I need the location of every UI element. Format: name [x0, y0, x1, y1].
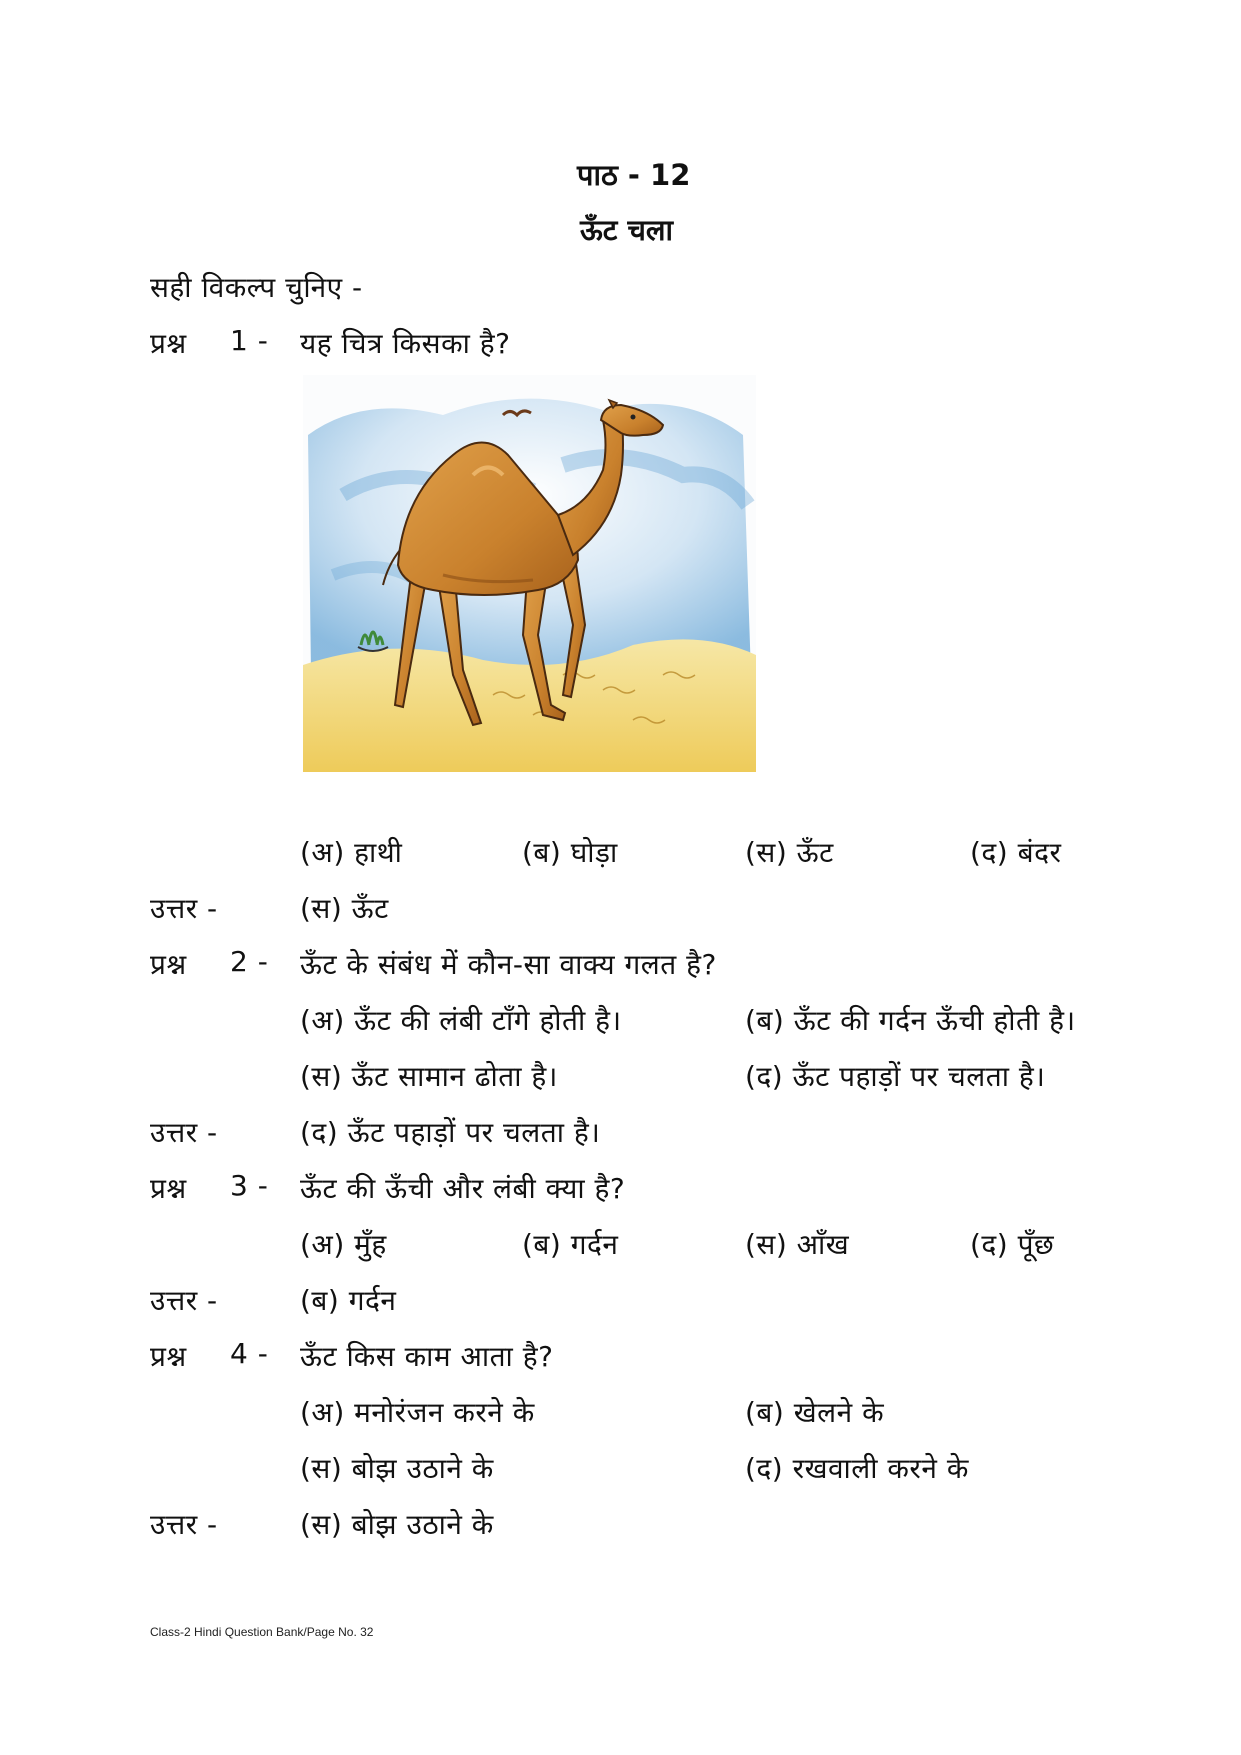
answer-2: (द) ऊँट पहाड़ों पर चलता है।	[300, 1116, 601, 1149]
camel-illustration	[303, 375, 756, 772]
question-4-label: प्रश्न	[150, 1340, 187, 1373]
q1-option-b: (ब) घोड़ा	[522, 836, 618, 869]
question-4-number: 4 -	[230, 1337, 269, 1370]
answer-4: (स) बोझ उठाने के	[300, 1508, 494, 1541]
instruction: सही विकल्प चुनिए -	[150, 271, 363, 304]
q4-option-a: (अ) मनोरंजन करने के	[300, 1396, 535, 1429]
lesson-title: ऊँट चला	[580, 213, 674, 247]
question-3-text: ऊँट की ऊँची और लंबी क्या है?	[300, 1172, 626, 1205]
q3-option-c: (स) आँख	[745, 1228, 850, 1261]
question-3-label: प्रश्न	[150, 1172, 187, 1205]
q4-option-b: (ब) खेलने के	[745, 1396, 885, 1429]
answer-3: (ब) गर्दन	[300, 1284, 397, 1317]
question-3-number: 3 -	[230, 1169, 269, 1202]
question-2-number: 2 -	[230, 945, 269, 978]
q4-option-c: (स) बोझ उठाने के	[300, 1452, 494, 1485]
answer-1-label: उत्तर -	[150, 892, 218, 925]
q3-option-a: (अ) मुँह	[300, 1228, 387, 1261]
q1-option-c: (स) ऊँट	[745, 836, 834, 869]
q1-option-a: (अ) हाथी	[300, 836, 403, 869]
question-1-text: यह चित्र किसका है?	[300, 327, 511, 360]
q2-option-d: (द) ऊँट पहाड़ों पर चलता है।	[745, 1060, 1046, 1093]
page-footer: Class-2 Hindi Question Bank/Page No. 32	[150, 1625, 374, 1639]
q3-option-d: (द) पूँछ	[970, 1228, 1055, 1261]
answer-2-label: उत्तर -	[150, 1116, 218, 1149]
answer-3-label: उत्तर -	[150, 1284, 218, 1317]
q3-option-b: (ब) गर्दन	[522, 1228, 619, 1261]
question-1-label: प्रश्न	[150, 327, 187, 360]
question-2-text: ऊँट के संबंध में कौन-सा वाक्य गलत है?	[300, 948, 717, 981]
q2-option-c: (स) ऊँट सामान ढोता है।	[300, 1060, 558, 1093]
answer-1: (स) ऊँट	[300, 892, 389, 925]
lesson-number: पाठ - 12	[577, 158, 691, 192]
q1-option-d: (द) बंदर	[970, 836, 1062, 869]
question-1-number: 1 -	[230, 324, 269, 357]
q4-option-d: (द) रखवाली करने के	[745, 1452, 969, 1485]
question-2-label: प्रश्न	[150, 948, 187, 981]
question-4-text: ऊँट किस काम आता है?	[300, 1340, 554, 1373]
q2-option-b: (ब) ऊँट की गर्दन ऊँची होती है।	[745, 1004, 1076, 1037]
answer-4-label: उत्तर -	[150, 1508, 218, 1541]
q2-option-a: (अ) ऊँट की लंबी टाँगे होती है।	[300, 1004, 622, 1037]
